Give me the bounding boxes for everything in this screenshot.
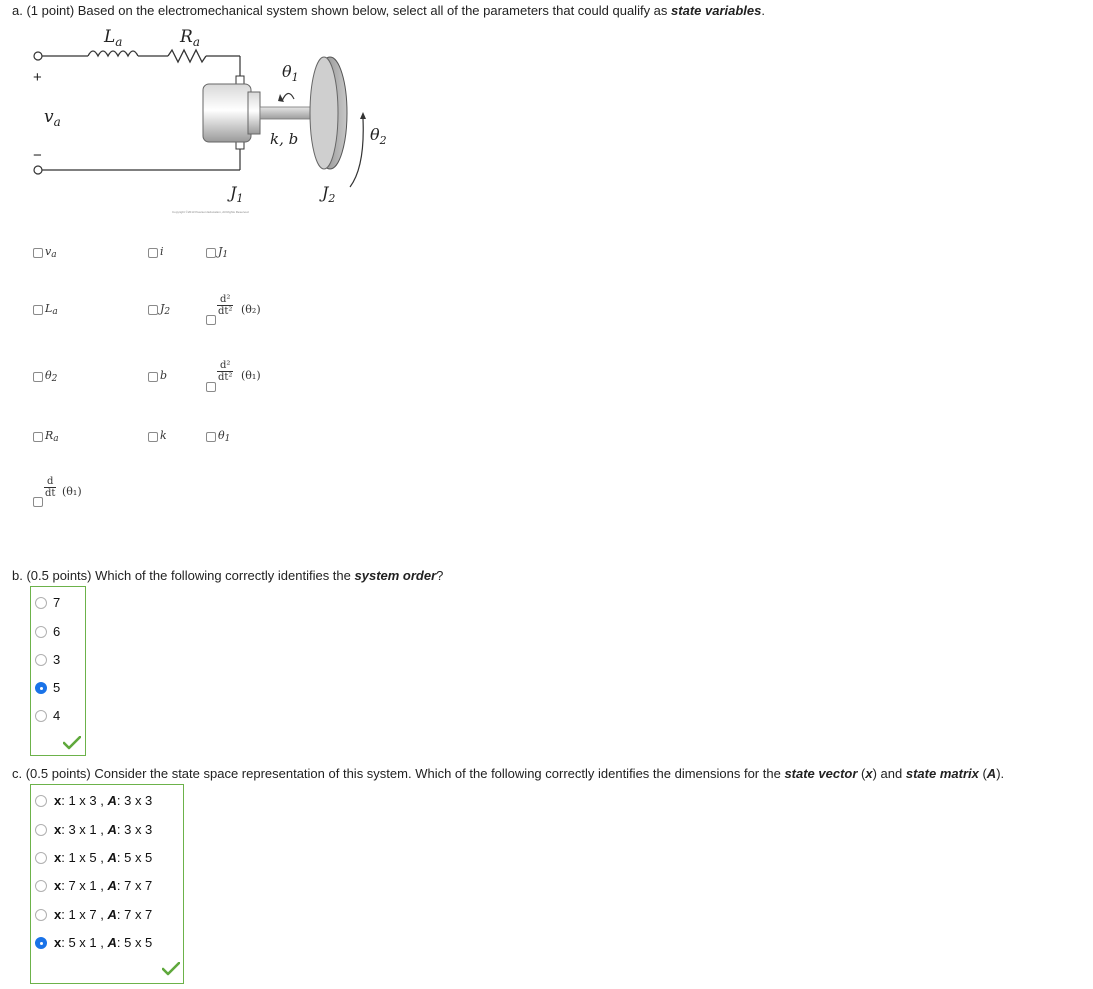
checkmark-icon [162, 962, 180, 976]
radio-order-6[interactable] [35, 626, 47, 638]
checkbox-La[interactable] [33, 305, 43, 315]
checkbox-Ra[interactable] [33, 432, 43, 442]
checkbox-label-J2: $J_2$ [160, 302, 171, 317]
checkbox-J1[interactable] [206, 248, 216, 258]
checkbox-d2-theta2[interactable] [206, 315, 216, 325]
checkbox-label-theta1: $\theta_1$ [218, 429, 231, 444]
question-a-text: a. (1 point) Based on the electromechanical system shown below, select all of the parameters that could qualify as state variables. [12, 3, 765, 18]
svg-text:k, b: k, b [270, 130, 299, 148]
radio-order-7[interactable] [35, 597, 47, 609]
svg-text:θ1: $\theta_1$ [282, 62, 299, 84]
radio-label-order: 6 [53, 624, 61, 639]
checkbox-label-d2-theta2: $\frac{\text{d²}}{\text{dt²}}$ [218, 294, 233, 317]
rotation-arrow-theta1 [282, 93, 294, 101]
checkbox-label-d-theta1: $\frac{d}{dt}$ [45, 476, 56, 499]
checkbox-label-va: $v_a$ [45, 245, 57, 260]
svg-text:Copyright ©2013 Pearson Educat: Copyright ©2013 Pearson Education, All Rights Reserved [172, 210, 249, 214]
radio-dimension-option[interactable] [35, 909, 47, 921]
radio-label-dimension: x: 7 x 1 , A: 7 x 7 [54, 878, 153, 893]
svg-text:J2: $J_2$ [322, 183, 336, 205]
radio-dimension-option[interactable] [35, 852, 47, 864]
svg-text:Ra: $R_a$ [180, 27, 200, 49]
answer-box-b [30, 586, 86, 756]
radio-dimension-option[interactable] [35, 824, 47, 836]
radio-order-5[interactable] [35, 682, 47, 694]
checkbox-label-theta2: $\theta_2$ [45, 369, 58, 384]
resistor-symbol [168, 50, 206, 62]
question-b-text: b. (0.5 points) Which of the following correctly identifies the system order? [12, 568, 444, 583]
checkbox-va[interactable] [33, 248, 43, 258]
radio-label-order: 5 [53, 680, 61, 695]
checkbox-d-theta1[interactable] [33, 497, 43, 507]
checkbox-label-i: i [160, 245, 164, 258]
checkbox-label-d2-theta1: $\frac{\text{d²}}{\text{dt²}}$ [218, 360, 233, 383]
radio-label-dimension: x: 1 x 7 , A: 7 x 7 [54, 907, 153, 922]
radio-label-order: 7 [53, 595, 61, 610]
checkbox-i[interactable] [148, 248, 158, 258]
checkbox-label-k: k [160, 429, 167, 442]
svg-text:J1: $J_1$ [230, 183, 244, 205]
svg-text:+: + [33, 69, 42, 86]
question-c-text: c. (0.5 points) Consider the state space representation of this system. Which of the following correctly identifies the dimensions for the state vector (x) and state matrix (A). [12, 766, 1005, 781]
checkmark-icon [63, 736, 81, 750]
radio-dimension-option[interactable] [35, 795, 47, 807]
checkbox-arg-d2-theta2: (θ₂) [241, 303, 261, 316]
radio-label-dimension: x: 1 x 3 , A: 3 x 3 [54, 793, 153, 808]
checkbox-arg-d-theta1: (θ₁) [62, 485, 82, 498]
shaft [260, 107, 318, 119]
checkbox-theta1[interactable] [206, 432, 216, 442]
checkbox-b[interactable] [148, 372, 158, 382]
checkbox-label-Ra: $R_a$ [45, 429, 59, 444]
checkbox-J2[interactable] [148, 305, 158, 315]
radio-order-4[interactable] [35, 710, 47, 722]
checkbox-k[interactable] [148, 432, 158, 442]
radio-order-3[interactable] [35, 654, 47, 666]
checkbox-d2-theta1[interactable] [206, 382, 216, 392]
svg-text:θ2: $\theta_2$ [370, 125, 387, 147]
checkbox-theta2[interactable] [33, 372, 43, 382]
checkbox-arg-d2-theta1: (θ₁) [241, 369, 261, 382]
checkbox-label-J1: $J_1$ [218, 245, 229, 260]
terminal-plus [34, 52, 42, 60]
electromechanical-diagram [30, 22, 410, 222]
radio-label-dimension: x: 3 x 1 , A: 3 x 3 [54, 822, 153, 837]
checkbox-label-b: b [160, 369, 168, 382]
radio-label-order: 3 [53, 652, 61, 667]
radio-label-dimension: x: 5 x 1 , A: 5 x 5 [54, 935, 153, 950]
radio-dimension-option[interactable] [35, 937, 47, 949]
motor-body [203, 84, 251, 142]
terminal-minus [34, 166, 42, 174]
radio-label-order: 4 [53, 708, 61, 723]
svg-text:va: $v_a$ [44, 107, 61, 129]
inductor-symbol [88, 51, 138, 56]
radio-dimension-option[interactable] [35, 880, 47, 892]
checkbox-label-La: $L_a$ [45, 302, 58, 317]
rotation-arrow-theta2 [350, 119, 363, 187]
radio-label-dimension: x: 1 x 5 , A: 5 x 5 [54, 850, 153, 865]
svg-text:−: − [33, 147, 42, 164]
svg-text:La: $L_a$ [104, 27, 123, 49]
